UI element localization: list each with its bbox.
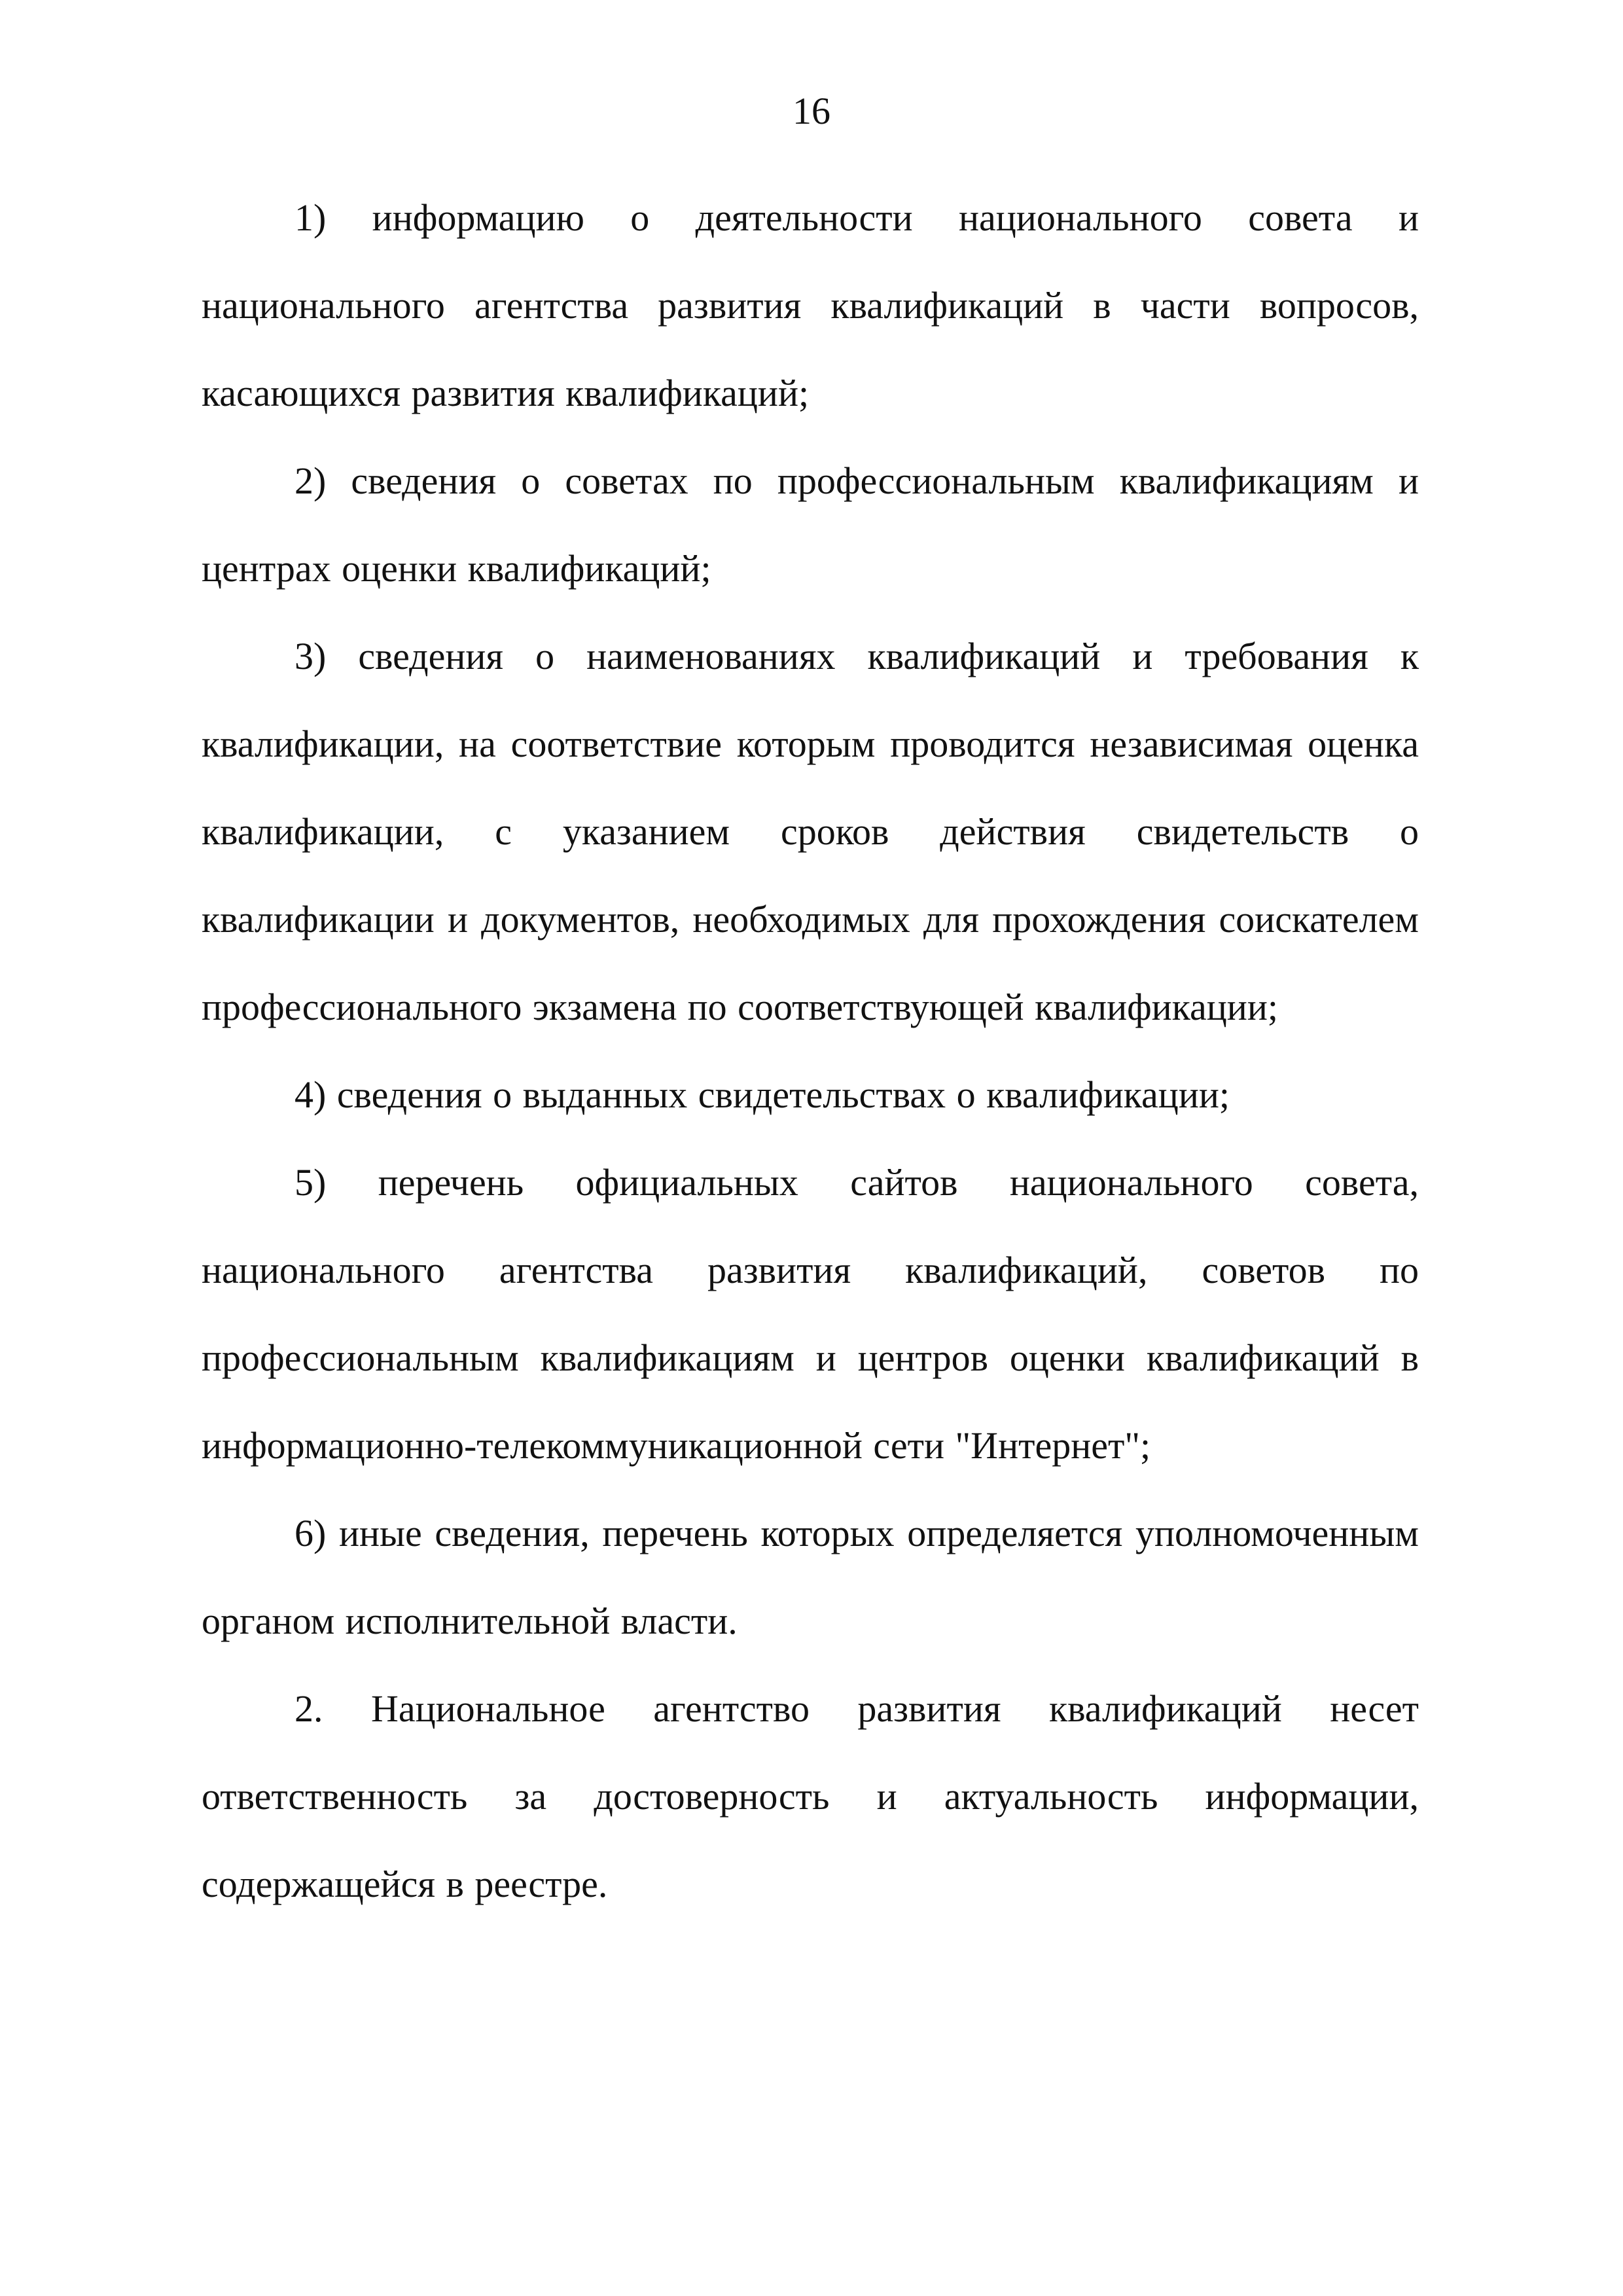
- paragraph-item-4: 4) сведения о выданных свидетельствах о квалификации;: [294, 1073, 1230, 1116]
- paragraph-item-6: 6) иные сведения, перечень которых определяется уполномоченным органом исполнительной власти.: [202, 1512, 1419, 1642]
- page-number: 16: [793, 90, 830, 132]
- paragraph-item-3: 3) сведения о наименованиях квалификаций и требования к квалификации, на соответствие которым проводится независимая оценка квалификации, с указанием сроков действия свидетельств о квалификации и документов, необходимых для прохождения соискателем профессионального экзамена по соответствующей квалификации;: [202, 635, 1419, 1028]
- paragraph-item-2: 2) сведения о советах по профессиональным квалификациям и центрах оценки квалификаций;: [202, 459, 1419, 590]
- paragraph-item-1: 1) информацию о деятельности национального совета и национального агентства развития квалификаций в части вопросов, касающихся развития квалификаций;: [202, 196, 1419, 414]
- paragraph-section-2: 2. Национальное агентство развития квалификаций несет ответственность за достоверность и актуальность информации, содержащейся в реестре.: [202, 1687, 1419, 1905]
- paragraph-item-5: 5) перечень официальных сайтов национального совета, национального агентства развития квалификаций, советов по профессиональным квалификациям и центров оценки квалификаций в информационно-телекоммуникационной сети "Интернет";: [202, 1161, 1419, 1467]
- document-body: [202, 174, 1419, 1928]
